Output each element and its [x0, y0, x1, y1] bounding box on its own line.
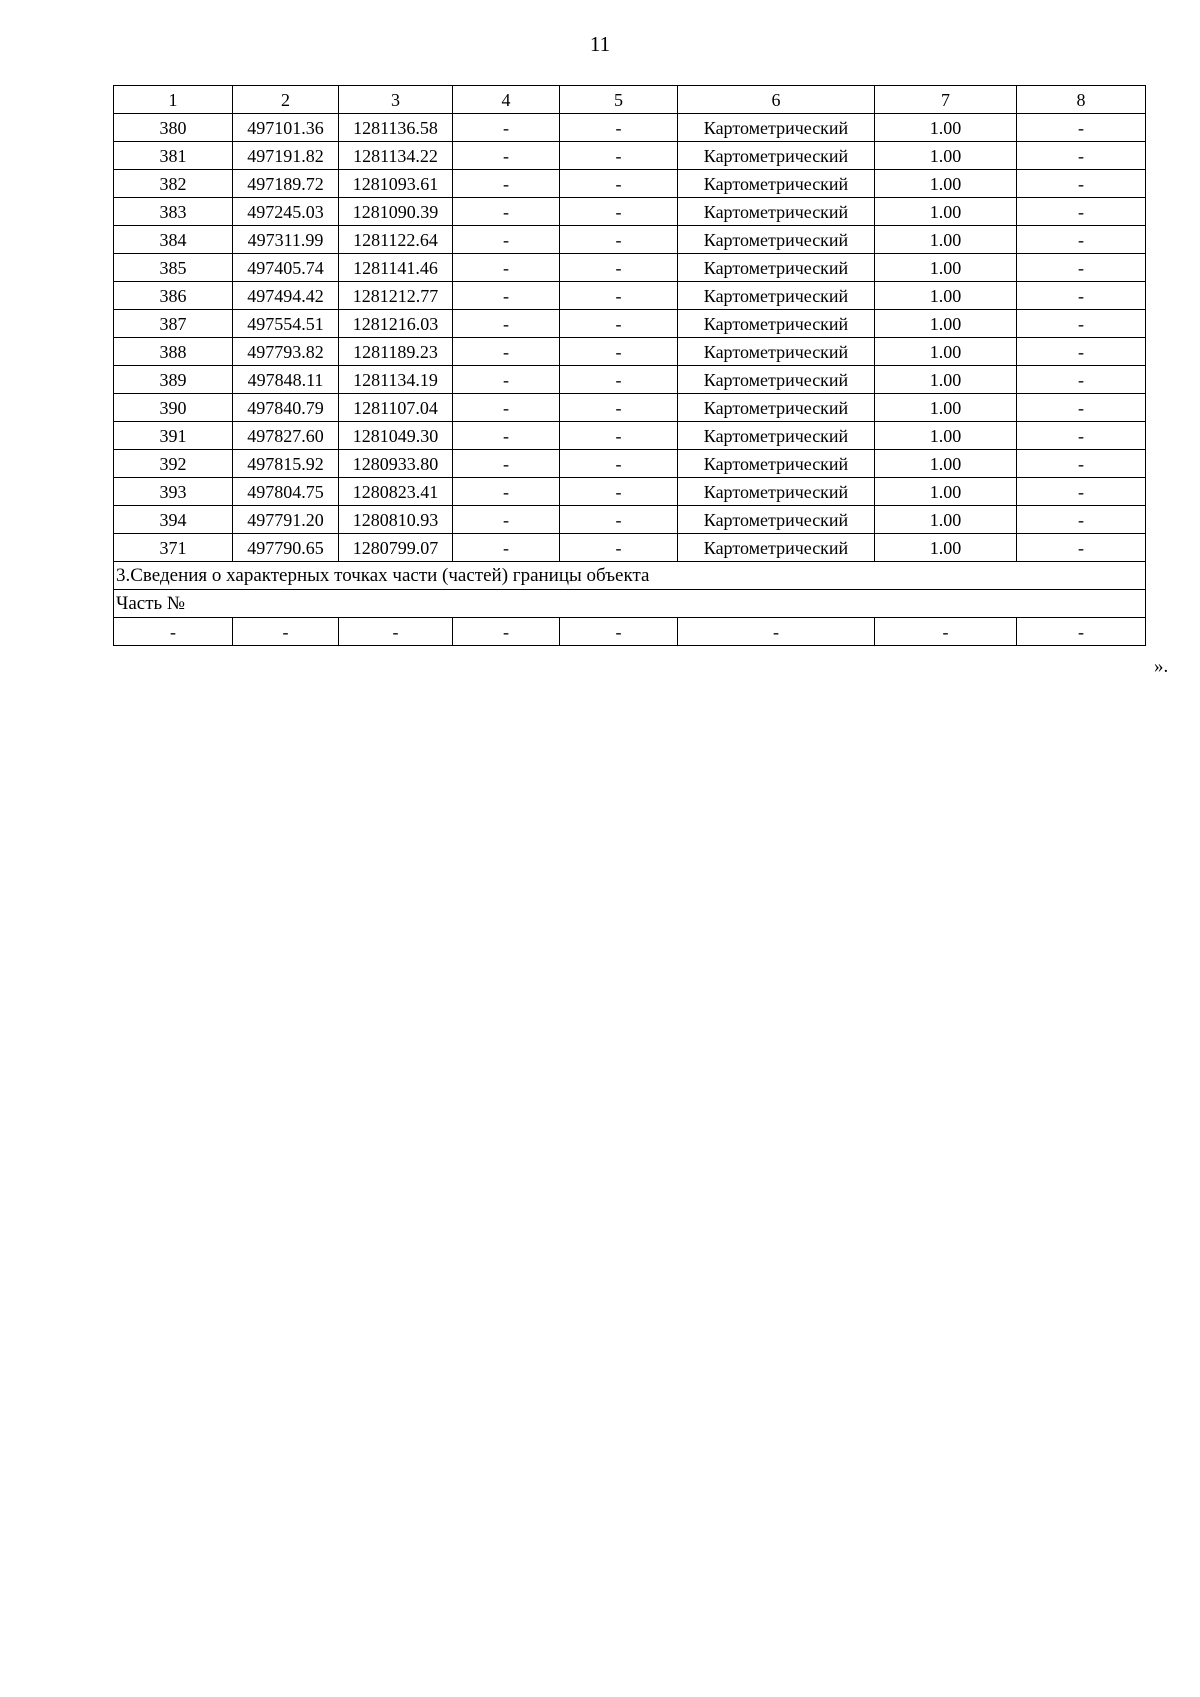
table-cell: -: [560, 394, 678, 422]
table-cell: 2: [233, 86, 339, 114]
table-cell: 1.00: [875, 310, 1017, 338]
table-cell: Картометрический: [678, 226, 875, 254]
table-cell: -: [453, 310, 560, 338]
table-cell: 497804.75: [233, 478, 339, 506]
table-cell: 497791.20: [233, 506, 339, 534]
table-cell: -: [560, 618, 678, 646]
table-cell: Картометрический: [678, 338, 875, 366]
table-row: [114, 142, 1146, 170]
table-cell: 497101.36: [233, 114, 339, 142]
table-row: [114, 478, 1146, 506]
table-cell: -: [560, 114, 678, 142]
table-cell: 387: [114, 310, 233, 338]
table-cell: 497793.82: [233, 338, 339, 366]
page-number: 11: [589, 32, 611, 56]
table-cell: 1.00: [875, 282, 1017, 310]
table-cell: 1281212.77: [339, 282, 453, 310]
table-cell: 8: [1017, 86, 1146, 114]
table-cell: -: [1017, 226, 1146, 254]
table-cell: -: [453, 422, 560, 450]
table-cell: 386: [114, 282, 233, 310]
table-cell: -: [453, 170, 560, 198]
table-cell: -: [875, 618, 1017, 646]
table-header-row: [114, 86, 1146, 114]
table-cell: 1.00: [875, 450, 1017, 478]
table-cell: -: [453, 142, 560, 170]
table-cell: -: [560, 450, 678, 478]
table-cell: Картометрический: [678, 254, 875, 282]
table-cell: 1281189.23: [339, 338, 453, 366]
table-cell: -: [560, 534, 678, 562]
table-cell: 1281134.19: [339, 366, 453, 394]
table-cell: 1281134.22: [339, 142, 453, 170]
table-cell: -: [1017, 534, 1146, 562]
table-cell: 3: [339, 86, 453, 114]
section-heading-row: [114, 562, 1146, 590]
table-cell: -: [233, 618, 339, 646]
table-cell: -: [560, 282, 678, 310]
table-body: [114, 86, 1146, 646]
table-cell: 385: [114, 254, 233, 282]
table-cell: -: [453, 198, 560, 226]
table-cell: 1281093.61: [339, 170, 453, 198]
table-cell: 1281141.46: [339, 254, 453, 282]
table-cell: Картометрический: [678, 282, 875, 310]
table-row: [114, 366, 1146, 394]
table-cell: 1.00: [875, 478, 1017, 506]
table-cell: Картометрический: [678, 142, 875, 170]
table-cell: -: [453, 338, 560, 366]
table-cell: -: [1017, 310, 1146, 338]
table-cell: Картометрический: [678, 310, 875, 338]
table-cell: Картометрический: [678, 534, 875, 562]
table-cell: -: [1017, 478, 1146, 506]
table-cell: 1.00: [875, 366, 1017, 394]
table-cell: 394: [114, 506, 233, 534]
table-cell: -: [453, 114, 560, 142]
table-cell: -: [560, 422, 678, 450]
table-cell: 7: [875, 86, 1017, 114]
table-cell: -: [453, 534, 560, 562]
table-cell: 1280823.41: [339, 478, 453, 506]
table-cell: -: [453, 282, 560, 310]
table-row: [114, 198, 1146, 226]
table-cell: 1.00: [875, 506, 1017, 534]
table-cell: 1.00: [875, 254, 1017, 282]
table-cell: 388: [114, 338, 233, 366]
table-cell: 497405.74: [233, 254, 339, 282]
table-cell: Картометрический: [678, 478, 875, 506]
table-cell: Картометрический: [678, 170, 875, 198]
table-cell: 1.00: [875, 142, 1017, 170]
table-cell: -: [114, 618, 233, 646]
part-label: Часть №: [114, 590, 1146, 618]
table-cell: -: [678, 618, 875, 646]
table-row: [114, 534, 1146, 562]
table-cell: -: [560, 198, 678, 226]
table-cell: -: [1017, 450, 1146, 478]
table-cell: 1280933.80: [339, 450, 453, 478]
table-row: [114, 310, 1146, 338]
table-cell: -: [1017, 282, 1146, 310]
table-cell: 1280810.93: [339, 506, 453, 534]
table-cell: Картометрический: [678, 422, 875, 450]
table-cell: 1.00: [875, 114, 1017, 142]
table-cell: -: [560, 226, 678, 254]
table-row: [114, 282, 1146, 310]
table-cell: -: [453, 254, 560, 282]
table-cell: 1281090.39: [339, 198, 453, 226]
table-row: [114, 226, 1146, 254]
table-cell: 381: [114, 142, 233, 170]
table-cell: 4: [453, 86, 560, 114]
table-cell: -: [1017, 422, 1146, 450]
empty-row: [114, 618, 1146, 646]
table-cell: 391: [114, 422, 233, 450]
table-cell: 1.00: [875, 394, 1017, 422]
table-cell: 1281122.64: [339, 226, 453, 254]
table-cell: 497554.51: [233, 310, 339, 338]
table-cell: -: [560, 142, 678, 170]
coordinates-table: [113, 85, 1146, 646]
table-cell: 1281136.58: [339, 114, 453, 142]
table-cell: 497815.92: [233, 450, 339, 478]
table-cell: 1.00: [875, 198, 1017, 226]
table-cell: -: [1017, 394, 1146, 422]
table-cell: -: [453, 366, 560, 394]
table-cell: -: [1017, 506, 1146, 534]
table-row: [114, 422, 1146, 450]
table-cell: 497840.79: [233, 394, 339, 422]
table-cell: 1281049.30: [339, 422, 453, 450]
table-cell: -: [560, 170, 678, 198]
table-cell: 6: [678, 86, 875, 114]
table-cell: Картометрический: [678, 198, 875, 226]
table-cell: Картометрический: [678, 506, 875, 534]
table-cell: Картометрический: [678, 114, 875, 142]
table-cell: -: [1017, 366, 1146, 394]
table-cell: 497848.11: [233, 366, 339, 394]
table-cell: -: [453, 478, 560, 506]
table-row: [114, 170, 1146, 198]
table-row: [114, 114, 1146, 142]
table-cell: -: [560, 366, 678, 394]
table-cell: 497311.99: [233, 226, 339, 254]
table-row: [114, 254, 1146, 282]
table-cell: -: [1017, 170, 1146, 198]
table-cell: -: [1017, 338, 1146, 366]
table-cell: Картометрический: [678, 366, 875, 394]
table-cell: 383: [114, 198, 233, 226]
table-cell: -: [560, 254, 678, 282]
table-cell: 390: [114, 394, 233, 422]
table-cell: 1.00: [875, 170, 1017, 198]
table-cell: 497790.65: [233, 534, 339, 562]
table-cell: 1280799.07: [339, 534, 453, 562]
table-cell: 392: [114, 450, 233, 478]
table-cell: 380: [114, 114, 233, 142]
table-row: [114, 394, 1146, 422]
table-cell: -: [1017, 618, 1146, 646]
table-cell: -: [1017, 114, 1146, 142]
table-cell: 384: [114, 226, 233, 254]
table-cell: -: [1017, 254, 1146, 282]
table-cell: 497189.72: [233, 170, 339, 198]
table-cell: 1.00: [875, 422, 1017, 450]
section-heading: 3.Сведения о характерных точках части (частей) границы объекта: [114, 562, 1146, 590]
table-cell: 1: [114, 86, 233, 114]
table-row: [114, 506, 1146, 534]
table-cell: 389: [114, 366, 233, 394]
table-cell: -: [453, 506, 560, 534]
table-cell: 382: [114, 170, 233, 198]
table-cell: 1.00: [875, 534, 1017, 562]
table-cell: -: [453, 394, 560, 422]
table-cell: 497245.03: [233, 198, 339, 226]
table-cell: 5: [560, 86, 678, 114]
table-cell: -: [339, 618, 453, 646]
table-cell: -: [1017, 198, 1146, 226]
table-cell: -: [453, 226, 560, 254]
table-cell: 393: [114, 478, 233, 506]
table-cell: -: [560, 310, 678, 338]
table-cell: -: [560, 338, 678, 366]
table-cell: -: [453, 450, 560, 478]
table-cell: 1.00: [875, 338, 1017, 366]
table-cell: Картометрический: [678, 394, 875, 422]
part-label-row: [114, 590, 1146, 618]
table-cell: 1.00: [875, 226, 1017, 254]
table-row: [114, 450, 1146, 478]
table-cell: -: [453, 618, 560, 646]
table-cell: Картометрический: [678, 450, 875, 478]
table-cell: -: [560, 506, 678, 534]
table-cell: 497494.42: [233, 282, 339, 310]
table-cell: 371: [114, 534, 233, 562]
table-row: [114, 338, 1146, 366]
closing-quote: ».: [1154, 656, 1169, 677]
table-cell: 1281216.03: [339, 310, 453, 338]
table-cell: -: [1017, 142, 1146, 170]
table-cell: -: [560, 478, 678, 506]
table-cell: 497827.60: [233, 422, 339, 450]
table-cell: 1281107.04: [339, 394, 453, 422]
table-cell: 497191.82: [233, 142, 339, 170]
